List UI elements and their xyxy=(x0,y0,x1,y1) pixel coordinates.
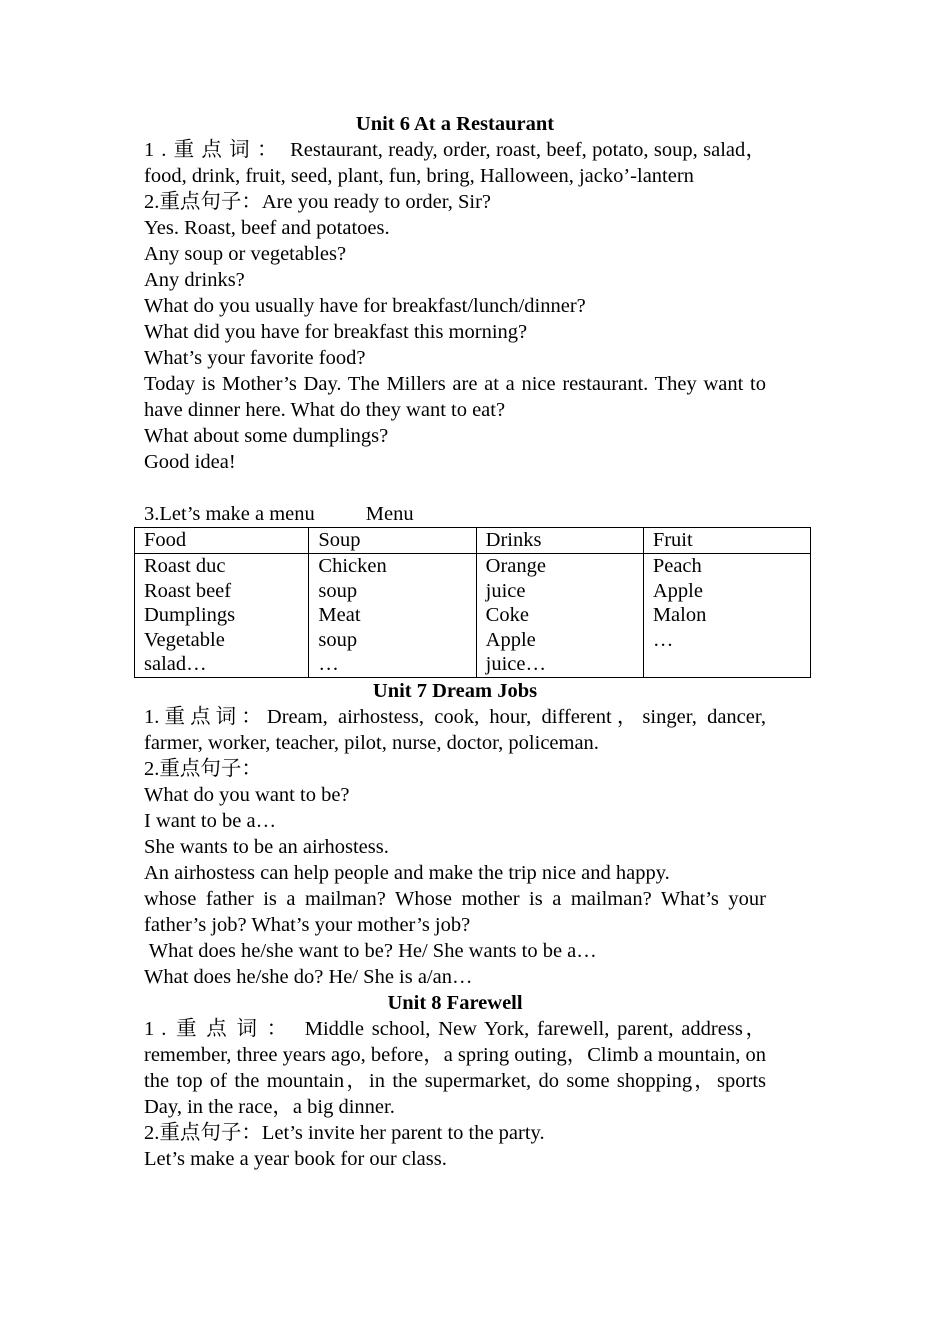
menu-header-cell: Food xyxy=(135,528,309,554)
unit8-sentence: 2.重点句子：Let’s invite her parent to the party. xyxy=(144,1121,545,1144)
menu-item: soup xyxy=(318,579,358,602)
unit6-sentence: What’s your favorite food? xyxy=(144,347,366,369)
unit6-sentence: Good idea! xyxy=(144,451,236,473)
menu-item: Malon xyxy=(652,604,707,626)
menu-food-cell xyxy=(135,554,309,678)
menu-item: … xyxy=(318,653,339,675)
menu-table xyxy=(134,527,811,678)
unit8-words-text: Middle school, New York, farewell, parent, address，remember, three years ago, before，a spring outing，Climb a mountain, on the top of the mountain，in the supermarket, do some shopping，sports Day, in the race，a big dinner. xyxy=(144,1017,766,1118)
menu-fruit-cell xyxy=(643,554,810,678)
menu-item: Peach xyxy=(652,555,702,577)
unit7-sentence: What do you want to be? xyxy=(144,783,350,806)
menu-soup-cell xyxy=(309,554,476,678)
menu-item: Apple xyxy=(652,579,703,602)
menu-item: Dumplings xyxy=(144,604,236,626)
unit6-sentence: Any drinks? xyxy=(144,269,245,291)
menu-label: 3.Let’s make a menu xyxy=(144,503,315,525)
unit7-title: Unit 7 Dream Jobs xyxy=(372,679,538,702)
menu-item: Roast beef xyxy=(144,579,232,602)
unit8-words-label: 1.重点词： xyxy=(144,1017,297,1040)
unit7-sentence: whose father is a mailman? Whose mother is a mailman? What’s your father’s job? What’s your mother’s job? xyxy=(144,887,766,936)
unit6-words-text: Restaurant, ready, order, roast, beef, potato, soup, salad，food, drink, fruit, seed, plant, fun, bring, Halloween, jacko’-lantern xyxy=(144,139,767,187)
unit7-sentence: What does he/she do? He/ She is a/an… xyxy=(144,965,473,988)
unit6-sentence: What about some dumplings? xyxy=(144,425,389,447)
unit7-sentence: She wants to be an airhostess. xyxy=(144,835,389,858)
menu-heading xyxy=(144,501,766,527)
menu-header-cell: Soup xyxy=(309,528,476,554)
unit6-sentence: What do you usually have for breakfast/lunch/dinner? xyxy=(144,295,586,317)
menu-item: Meat xyxy=(318,604,361,626)
menu-header-cell: Fruit xyxy=(643,528,810,554)
menu-drinks-cell xyxy=(476,554,643,678)
menu-item: Orange xyxy=(485,555,546,577)
menu-item: Chicken xyxy=(318,555,387,577)
unit6-sentences-label: 2.重点句子： xyxy=(144,191,262,213)
document-page xyxy=(144,111,766,1172)
unit7-sentence: What does he/she want to be? He/ She wants to be a… xyxy=(144,939,597,962)
unit6-sentence: Yes. Roast, beef and potatoes. xyxy=(144,217,390,239)
menu-item: Apple xyxy=(485,628,536,651)
unit7-key-words: 1.重点词：Dream, airhostess, cook, hour, different，singer, dancer, farmer, worker, teacher, pilot, nurse, doctor, policeman. xyxy=(144,705,766,754)
unit7-sentence: An airhostess can help people and make the trip nice and happy. xyxy=(144,861,670,884)
menu-header-row xyxy=(135,528,811,554)
unit6-sentence: Today is Mother’s Day. The Millers are at a nice restaurant. They want to have dinner here. What do they want to eat? xyxy=(144,373,766,421)
menu-item: salad… xyxy=(144,653,207,675)
unit6-sentence: 2.重点句子：Are you ready to order, Sir? xyxy=(144,191,492,213)
menu-item: Vegetable xyxy=(144,628,225,651)
menu-items-row xyxy=(135,554,811,678)
unit6-sentence: What did you have for breakfast this morning? xyxy=(144,321,528,343)
unit8-key-words xyxy=(144,1016,766,1120)
menu-header-cell: Drinks xyxy=(476,528,643,554)
menu-item: … xyxy=(652,628,674,651)
unit8-title: Unit 8 Farewell xyxy=(387,991,523,1014)
menu-title: Menu xyxy=(365,503,414,525)
menu-item: juice… xyxy=(485,653,546,675)
unit7-sentences-label: 2.重点句子： xyxy=(144,757,262,780)
menu-item: soup xyxy=(318,628,358,651)
unit7-sentence: I want to be a… xyxy=(144,809,277,832)
blank-line xyxy=(144,475,766,501)
menu-item: Roast duc xyxy=(144,555,226,577)
unit8-sentence: Let’s make a year book for our class. xyxy=(144,1147,447,1170)
unit6-sentence: Any soup or vegetables? xyxy=(144,243,347,265)
unit8-sentences-label: 2.重点句子： xyxy=(144,1121,262,1144)
menu-item: Coke xyxy=(485,604,529,626)
unit6-words-label: 1.重点词： xyxy=(144,139,285,161)
unit6-title: Unit 6 At a Restaurant xyxy=(355,113,555,135)
menu-item: juice xyxy=(485,579,526,602)
unit6-key-words xyxy=(144,137,766,189)
